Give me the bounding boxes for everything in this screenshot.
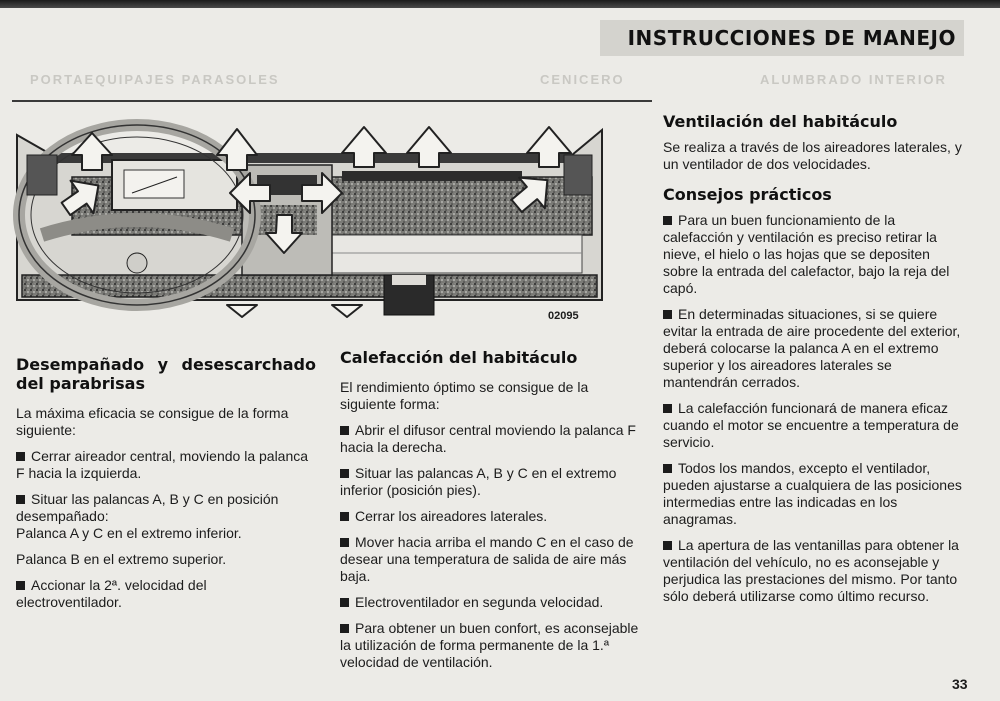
header-rule [12, 100, 652, 102]
column-heating [340, 348, 642, 680]
column-defrost [16, 355, 316, 620]
text-ventilation: Se realiza a través de los aireadores laterales, y un ventilador de dos velocidades. [663, 139, 962, 172]
list-item: Cerrar los aireadores laterales. [340, 508, 642, 525]
list-item: Todos los mandos, excepto el ventilador, pueden ajustarse a cualquiera de las posiciones intermedias entre las indicadas en los anagramas. [663, 460, 968, 528]
list-item: Electroventilador en segunda velocidad. [340, 594, 642, 611]
page-number: 33 [952, 676, 968, 692]
list-item: La calefacción funcionará de manera eficaz cuando el motor se encuentre a temperatura de servicio. [663, 400, 968, 451]
intro-heating: El rendimiento óptimo se consigue de la siguiente forma: [340, 379, 589, 412]
list-item: En determinadas situaciones, si se quiere evitar la entrada de aire procedente del exterior, deberá colocarse la palanca A en el extremo superior y los aireadores laterales se mantendrán cerrados. [663, 306, 968, 391]
intro-defrost: La máxima eficacia se consigue de la forma siguiente: [16, 405, 289, 438]
figure-code: 02095 [548, 310, 579, 322]
list-item: Mover hacia arriba el mando C en el caso de desear una temperatura de salida de aire más baja. [340, 534, 642, 585]
column-ventilation [663, 112, 968, 614]
list-item: Accionar la 2ª. velocidad del electroventilador. [16, 577, 316, 611]
list-item: Cerrar aireador central, moviendo la palanca F hacia la izquierda. [16, 448, 316, 482]
heading-heating: Calefacción del habitáculo [340, 348, 578, 367]
bleed-through-text-center: CENICERO [540, 72, 625, 87]
list-item: Para un buen funcionamiento de la calefacción y ventilación es preciso retirar la nieve, el hielo o las hojas que se depositen sobre la entrada del calefactor, bajo la reja del capó. [663, 212, 968, 297]
list-item: Abrir el difusor central moviendo la palanca F hacia la derecha. [340, 422, 642, 456]
bleed-through-text-left: PORTAEQUIPAJES PARASOLES [30, 72, 280, 87]
list-item: Situar las palancas A, B y C en posición desempañado: [16, 491, 316, 525]
list-item: La apertura de las ventanillas para obtener la ventilación del vehículo, no es aconsejable y perjudica las prestaciones del mismo. Por tanto sólo deberá utilizarse como último recurso. [663, 537, 968, 605]
dashboard-illustration [12, 115, 612, 325]
list-item: Palanca B en el extremo superior. [16, 551, 227, 567]
section-header [600, 20, 964, 56]
list-item: Para obtener un buen confort, es aconsejable la utilización de forma permanente de la 1.ª velocidad de ventilación. [340, 620, 642, 671]
page-top-edge [0, 0, 1000, 8]
heading-ventilation: Ventilación del habitáculo [663, 112, 898, 131]
list-item: Palanca A y C en el extremo inferior. [16, 525, 242, 541]
list-item: Situar las palancas A, B y C en el extremo inferior (posición pies). [340, 465, 642, 499]
heading-defrost: Desempañado y desescarchado del parabrisas [16, 355, 316, 393]
section-title: INSTRUCCIONES DE MANEJO [627, 26, 956, 50]
bleed-through-text-right: ALUMBRADO INTERIOR [760, 72, 947, 87]
heading-tips: Consejos prácticos [663, 185, 832, 204]
